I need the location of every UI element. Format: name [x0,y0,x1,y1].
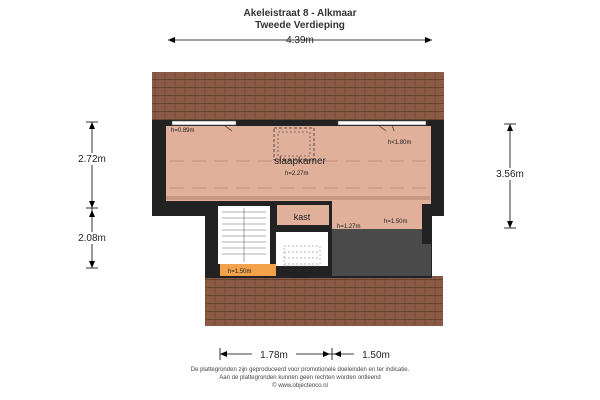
floor-edge [166,196,430,200]
bedroom-label: slaapkamer [274,156,326,167]
height-label-stairs: h=1.50m [228,269,252,275]
height-label-right-mid: h=1.50m [384,219,408,225]
left-dimension [86,122,98,268]
closet-label: kast [293,212,311,222]
bottom-left-label: 1.78m [260,350,288,361]
roof-top [152,72,444,120]
bottom-right-label: 1.50m [362,350,390,361]
address-title: Akeleistraat 8 - Alkmaar [243,8,357,19]
wall-segment [422,204,432,244]
height-label-center-low: h=1.27m [337,224,361,230]
window-left [172,121,236,125]
storage-dark [332,229,431,276]
left-upper-label: 2.72m [78,154,106,165]
height-label-right-top: h<1.80m [388,140,412,146]
disclaimer-line-1: De plattegronden zijn geproduceerd voor promotionele doeleinden en ter indicatie. [190,367,410,373]
copyright-link[interactable]: © www.objectenco.nl [272,383,328,389]
height-label-left-top: h=0.89m [171,128,195,134]
height-label-center: h=2.27m [285,171,309,177]
right-height-label: 3.56m [496,169,524,180]
disclaimer-line-2: Aan de plattegronden kunnen geen rechten worden ontleend [219,375,381,381]
floor-title: Tweede Verdieping [255,20,345,31]
top-width-label: 4.39m [286,35,314,46]
window-right [338,121,426,125]
roof-bottom [205,276,443,326]
left-lower-label: 2.08m [78,233,106,244]
